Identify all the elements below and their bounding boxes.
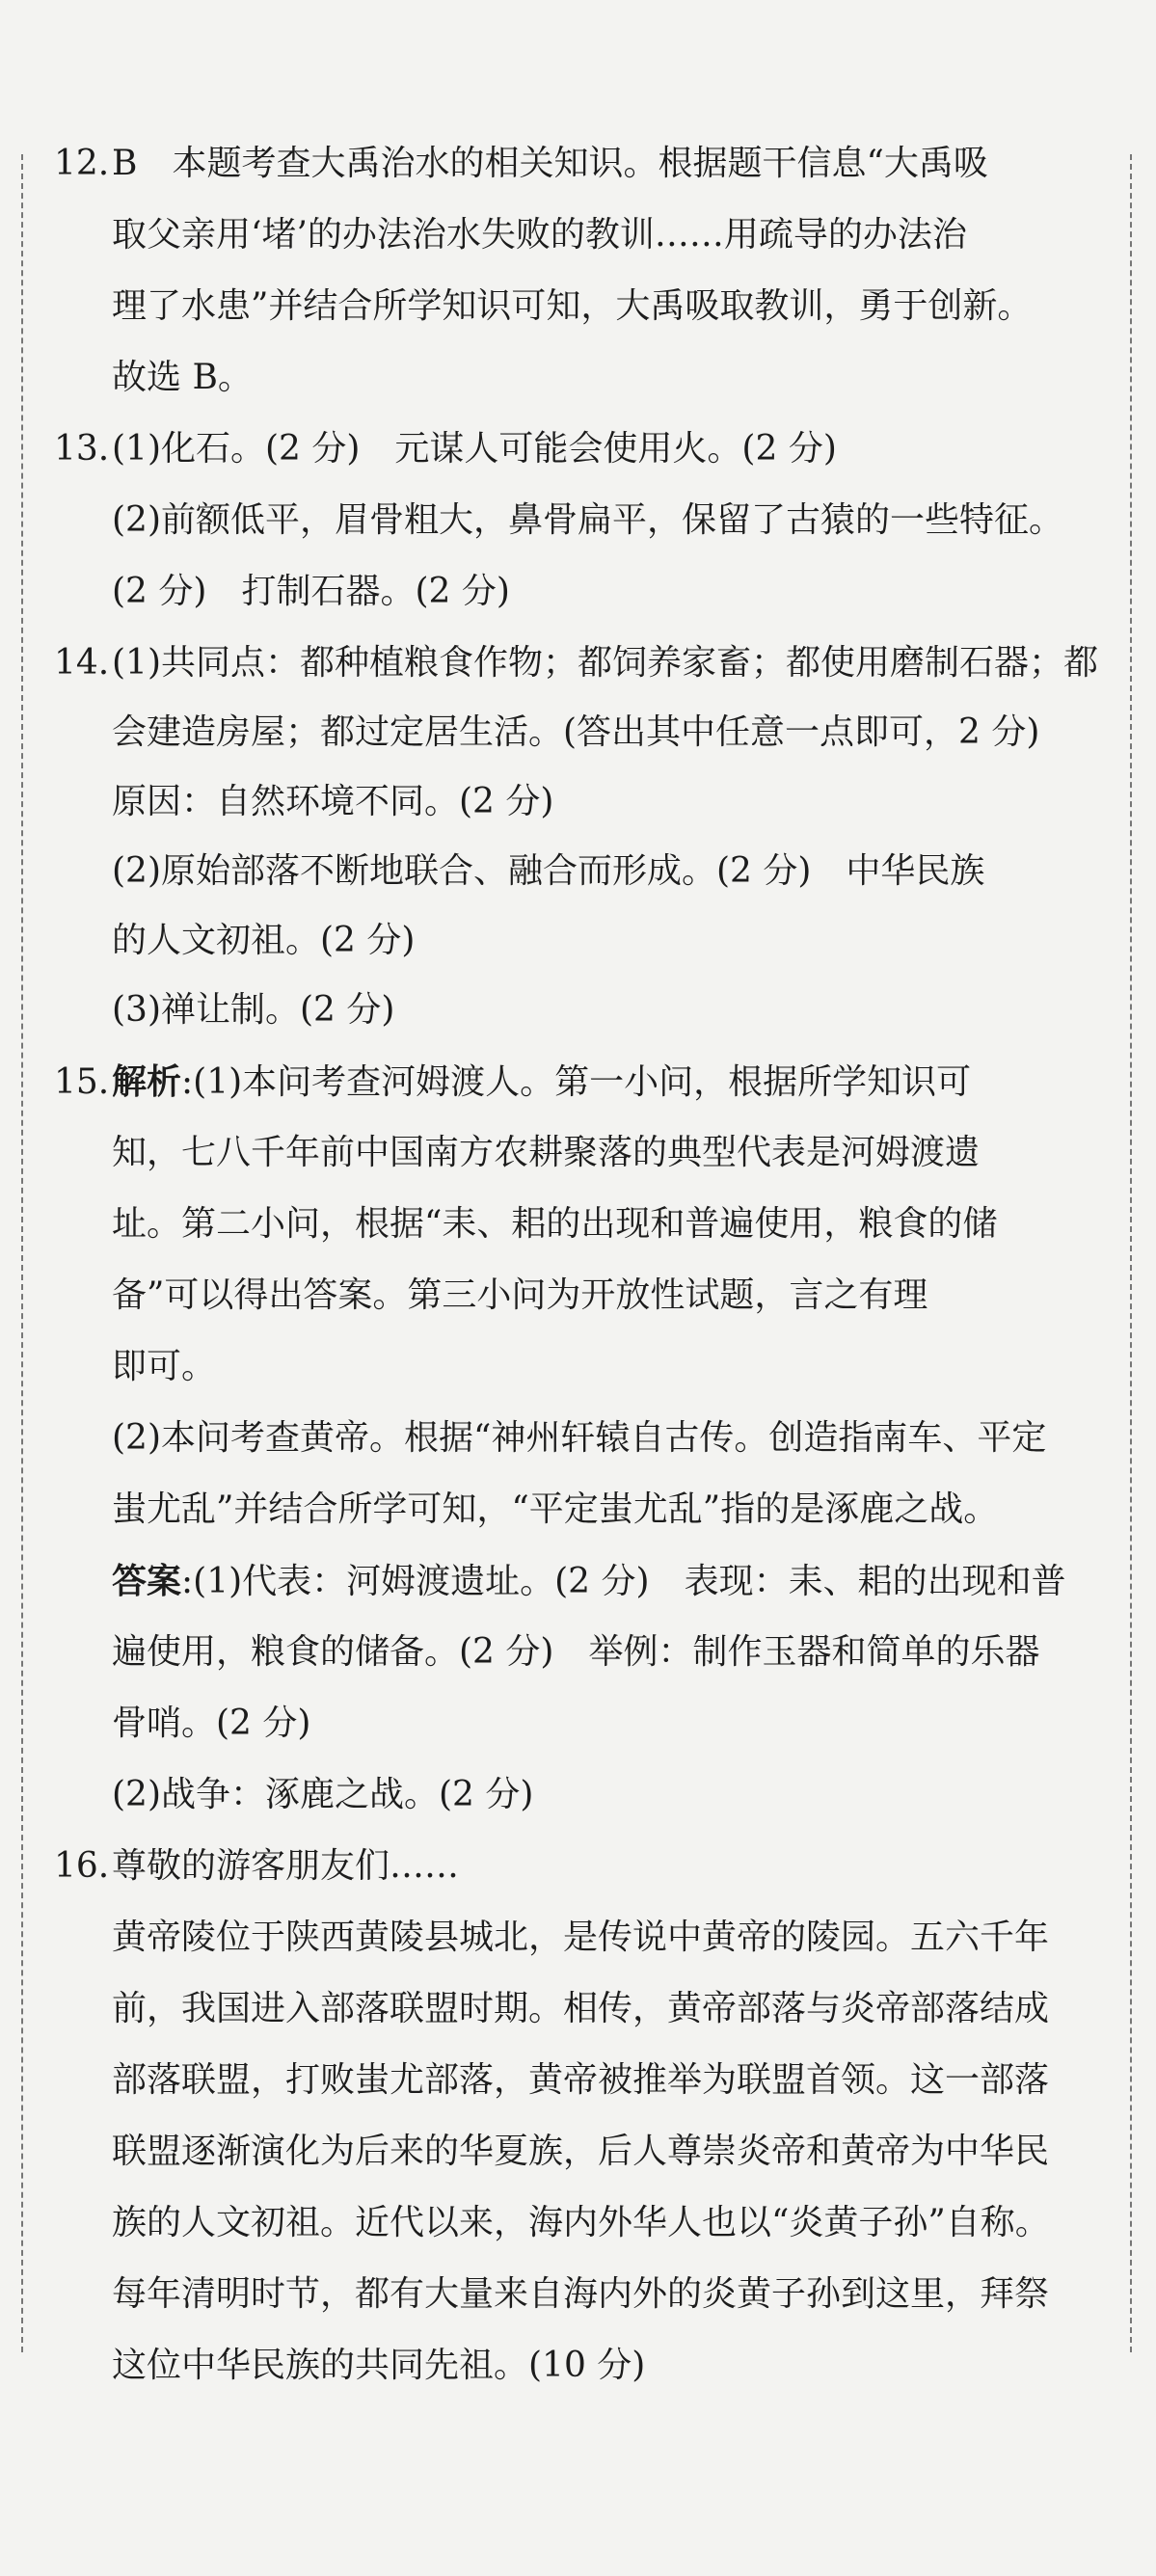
q13-line-3: (2 分) 打制石器。(2 分) bbox=[112, 572, 510, 611]
q14-line-5: 的人文初祖。(2 分) bbox=[112, 921, 416, 960]
q13-line-2: (2)前额低平，眉骨粗大，鼻骨扁平，保留了古猿的一些特征。 bbox=[112, 500, 1063, 540]
q15-answer-line-1 bbox=[112, 1560, 1066, 1602]
q13-number: 13. bbox=[54, 429, 110, 469]
q16-line-6: 族的人文初祖。近代以来，海内外华人也以“炎黄子孙”自称。 bbox=[112, 2203, 1050, 2242]
analysis-label: 解析 bbox=[112, 1061, 182, 1102]
q12-line-4: 故选 B。 bbox=[112, 358, 253, 397]
q15-number: 15. bbox=[54, 1062, 110, 1102]
q14-line-6: (3)禅让制。(2 分) bbox=[112, 990, 395, 1030]
q16-line-7: 每年清明时节，都有大量来自海内外的炎黄子孙到这里，拜祭 bbox=[112, 2274, 1050, 2314]
q14-line-2: 会建造房屋；都过定居生活。(答出其中任意一点即可，2 分) bbox=[112, 712, 1040, 752]
q14-number: 14. bbox=[54, 643, 110, 683]
q16-line-2: 黄帝陵位于陕西黄陵县城北，是传说中黄帝的陵园。五六千年 bbox=[112, 1918, 1050, 1957]
q12-number: 12. bbox=[54, 144, 110, 183]
q12-line-1 bbox=[54, 143, 988, 185]
q16-line-3: 前，我国进入部落联盟时期。相传，黄帝部落与炎帝部落结成 bbox=[112, 1989, 1050, 2028]
q15-analysis-line-7: 蚩尤乱”并结合所学可知，“平定蚩尤乱”指的是涿鹿之战。 bbox=[112, 1489, 999, 1529]
q14-line-3: 原因：自然环境不同。(2 分) bbox=[112, 782, 554, 821]
q12-text-1: B 本题考查大禹治水的相关知识。根据题干信息“大禹吸 bbox=[112, 144, 988, 183]
answer-label: 答案 bbox=[112, 1561, 182, 1601]
q14-line-1 bbox=[54, 642, 1098, 684]
q15-analysis-line-5: 即可。 bbox=[112, 1347, 217, 1386]
q16-line-1 bbox=[54, 1845, 459, 1888]
q12-line-2: 取父亲用‘堵’的办法治水失败的教训……用疏导的办法治 bbox=[112, 215, 967, 255]
q15-analysis-line-2: 知，七八千年前中国南方农耕聚落的典型代表是河姆渡遗 bbox=[112, 1133, 981, 1172]
q16-number: 16. bbox=[54, 1846, 110, 1886]
q14-text-1: (1)共同点：都种植粮食作物；都饲养家畜；都使用磨制石器；都 bbox=[112, 643, 1098, 683]
left-dashed-border bbox=[21, 154, 23, 2352]
q15-answer-line-4: (2)战争：涿鹿之战。(2 分) bbox=[112, 1775, 534, 1814]
q16-line-5: 联盟逐渐演化为后来的华夏族，后人尊崇炎帝和黄帝为中华民 bbox=[112, 2132, 1050, 2171]
q13-text-1: (1)化石。(2 分) 元谋人可能会使用火。(2 分) bbox=[112, 429, 837, 469]
q16-line-8: 这位中华民族的共同先祖。(10 分) bbox=[112, 2346, 646, 2385]
q15-answer-line-2: 遍使用，粮食的储备。(2 分) 举例：制作玉器和简单的乐器 bbox=[112, 1632, 1040, 1672]
q16-text-1: 尊敬的游客朋友们…… bbox=[112, 1846, 460, 1886]
q12-line-3: 理了水患”并结合所学知识可知，大禹吸取教训，勇于创新。 bbox=[112, 286, 1033, 326]
q15-analysis-line-6: (2)本问考查黄帝。根据“神州轩辕自古传。创造指南车、平定 bbox=[112, 1418, 1047, 1458]
q13-line-1 bbox=[54, 428, 837, 470]
q16-line-4: 部落联盟，打败蚩尤部落，黄帝被推举为联盟首领。这一部落 bbox=[112, 2060, 1050, 2100]
q15-analysis-line-4: 备”可以得出答案。第三小问为开放性试题，言之有理 bbox=[112, 1275, 928, 1315]
q15-answer-text-1: :(1)代表：河姆渡遗址。(2 分) 表现：耒、耜的出现和普 bbox=[181, 1562, 1066, 1601]
q15-line-1 bbox=[54, 1060, 971, 1103]
q15-analysis-line-3: 址。第二小问，根据“耒、耜的出现和普遍使用，粮食的储 bbox=[112, 1204, 998, 1244]
q14-line-4: (2)原始部落不断地联合、融合而形成。(2 分) 中华民族 bbox=[112, 851, 985, 891]
q15-answer-line-3: 骨哨。(2 分) bbox=[112, 1704, 311, 1743]
q15-analysis-text-1: :(1)本问考查河姆渡人。第一小问，根据所学知识可 bbox=[181, 1062, 972, 1102]
right-dashed-border bbox=[1130, 154, 1132, 2352]
